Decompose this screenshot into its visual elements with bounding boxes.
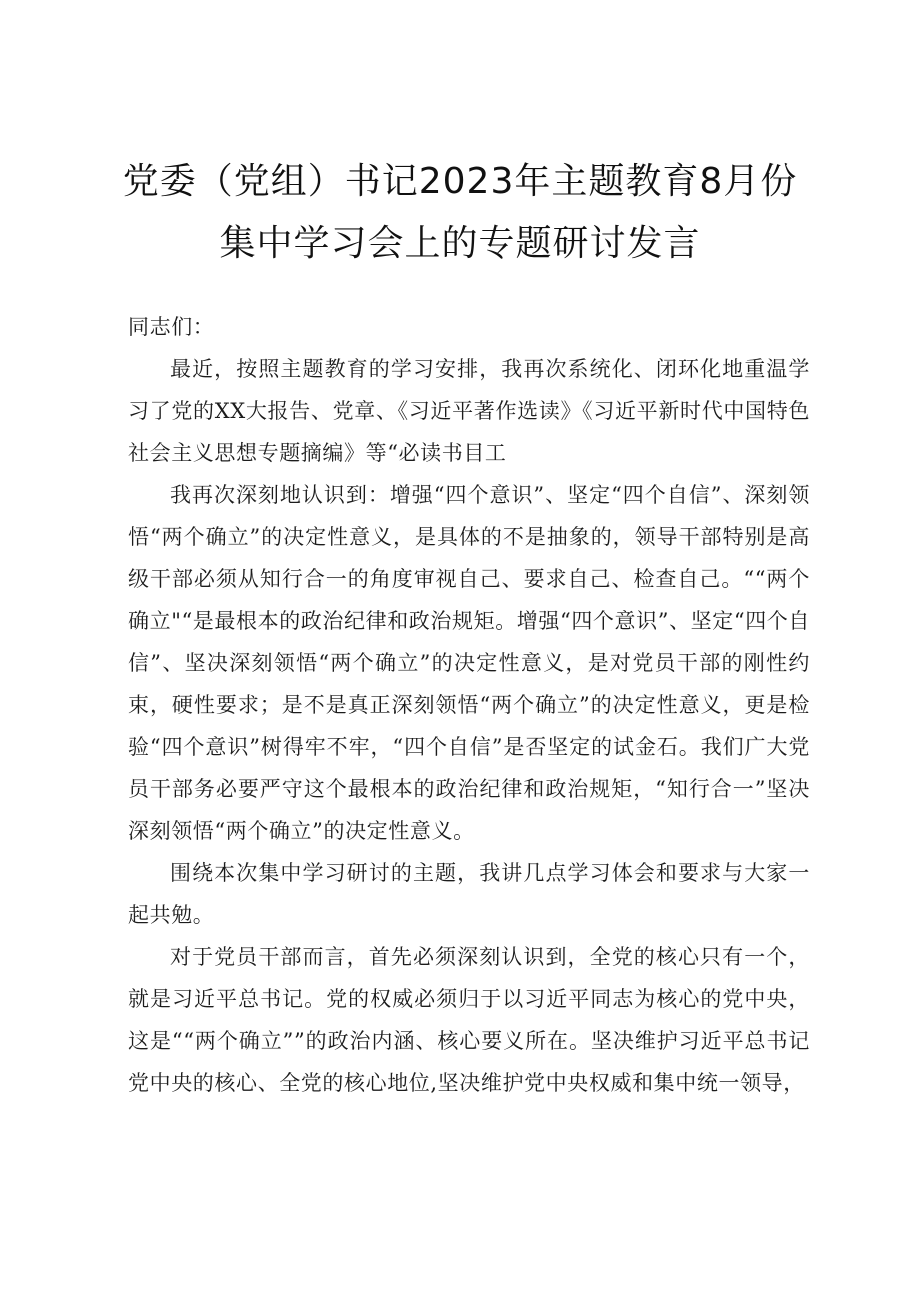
paragraph-1: 最近，按照主题教育的学习安排，我再次系统化、闭环化地重温学习了党的XX大报告、党章、《习近平著作选读》《习近平新时代中国特色社会主义思想专题摘编》等“必读书目工 <box>128 357 810 465</box>
document-title-line-2: 集中学习会上的专题研讨发言 <box>219 223 701 264</box>
document-title-line-1: 党委（党组）书记2023年主题教育8月份 <box>122 161 798 202</box>
salutation: 同志们： <box>128 315 215 339</box>
paragraph-2: 我再次深刻地认识到：增强“四个意识”、坚定“四个自信”、深刻领悟“两个确立”的决定性意义，是具体的不是抽象的，领导干部特别是高级干部必须从知行合一的角度审视自己、要求自己、检查自己。““两个确立"“是最根本的政治纪律和政治规矩。增强“四个意识”、坚定“四个自信”、坚决深刻领悟“两个确立”的决定性意义，是对党员干部的刚性约束，硬性要求；是不是真正深刻领悟“两个确立”的决定性意义，更是检验“四个意识”树得牢不牢，“四个自信”是否坚定的试金石。我们广大党员干部务必要严守这个最根本的政治纪律和政治规矩，“知行合一”坚决深刻领悟“两个确立”的决定性意义。 <box>128 483 810 843</box>
paragraph-3: 围绕本次集中学习研讨的主题，我讲几点学习体会和要求与大家一起共勉。 <box>128 861 810 927</box>
paragraph-4: 对于党员干部而言，首先必须深刻认识到，全党的核心只有一个，就是习近平总书记。党的权威必须归于以习近平同志为核心的党中央，这是““两个确立””的政治内涵、核心要义所在。坚决维护习近平总书记党中央的核心、全党的核心地位,坚决维护党中央权威和集中统一领导， <box>128 945 810 1095</box>
